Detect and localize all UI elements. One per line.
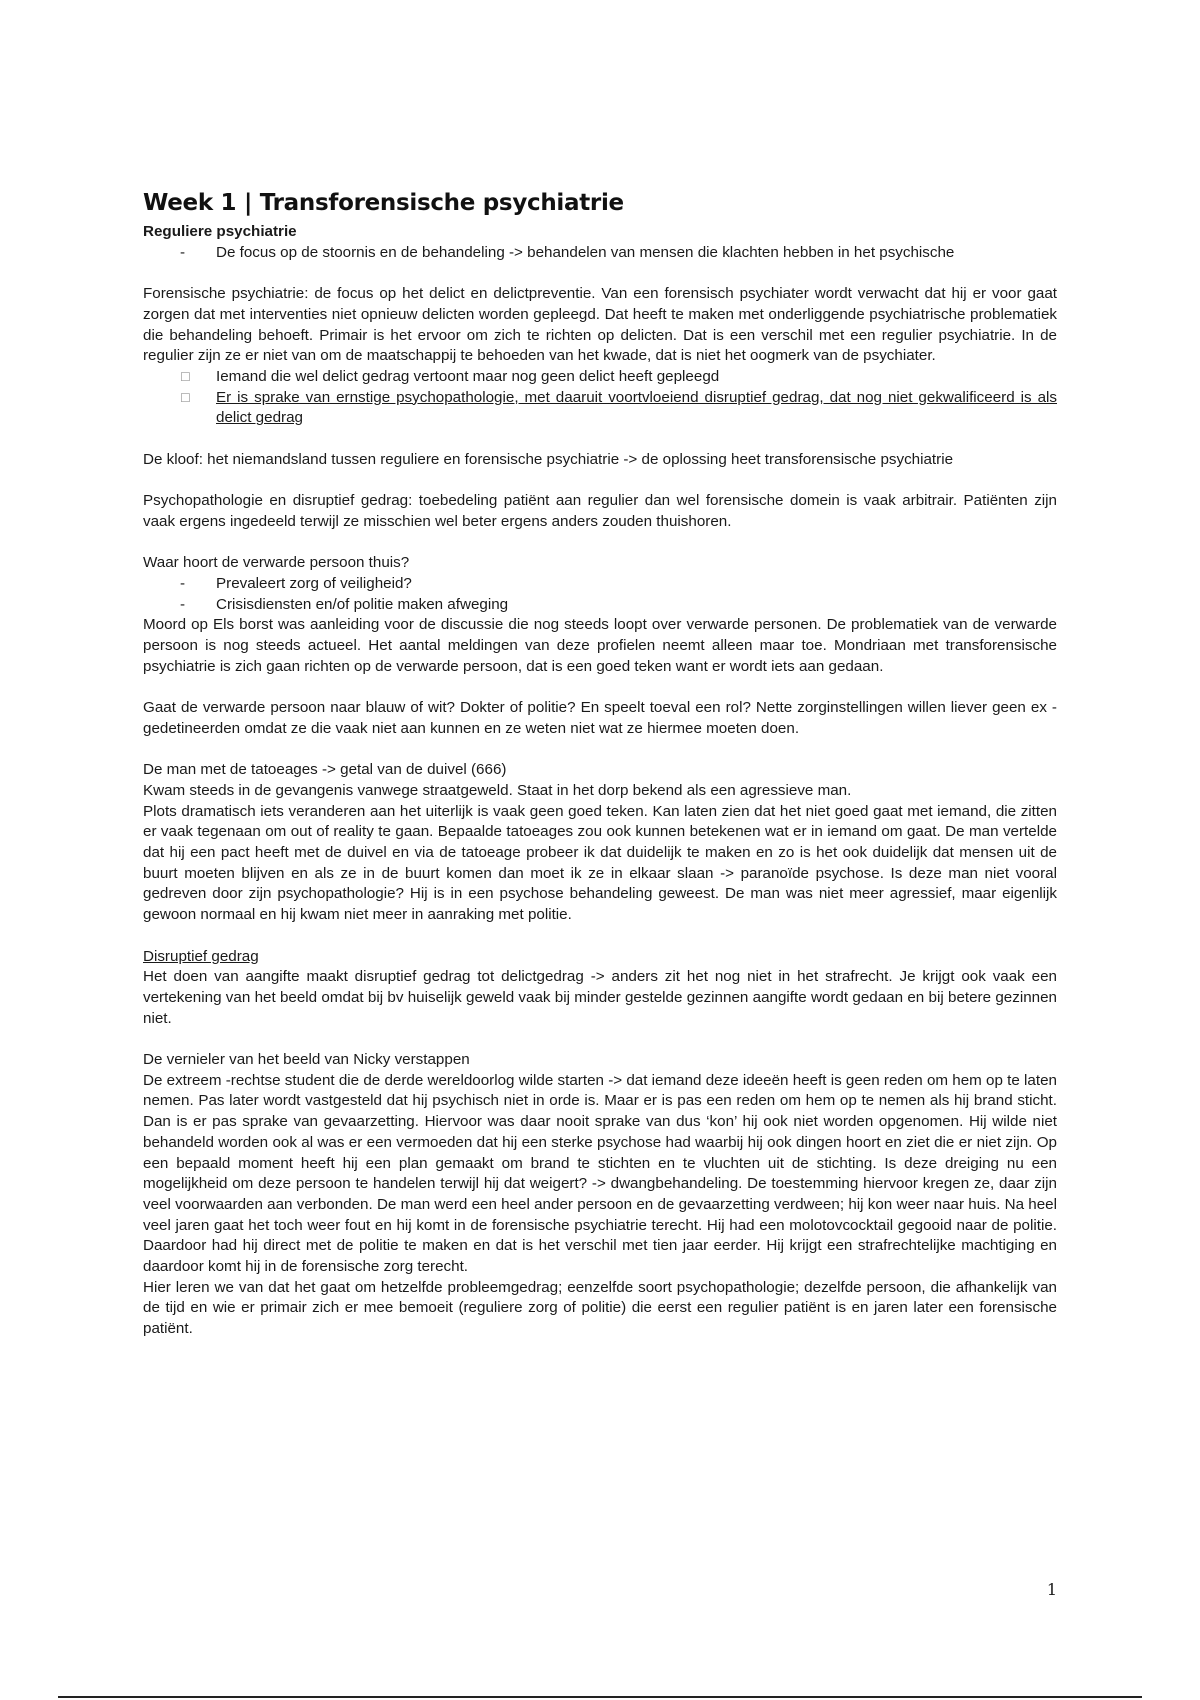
dash-list <box>143 574 1057 615</box>
list-item: - De focus op de stoornis en de behandeling -> behandelen van mensen die klachten hebben in het psychische <box>143 243 1057 264</box>
page-number: 1 <box>1046 1580 1057 1599</box>
document-page <box>143 190 1057 1340</box>
page-title: Week 1 | Transforensische psychiatrie <box>143 190 624 216</box>
dash-bullet-icon: - <box>180 574 186 592</box>
paragraph-psychopathologie: Psychopathologie en disruptief gedrag: toebedeling patiënt aan regulier dan wel forensische domein is vaak arbitrair. Patiënten zijn vaak ergens ingedeeld terwijl ze misschien wel beter ergens anders zouden thuishoren. <box>143 492 1057 530</box>
list-item: - Crisisdiensten en/of politie maken afweging <box>143 595 1057 616</box>
paragraph-vernieler: De extreem -rechtse student die de derde wereldoorlog wilde starten -> dat iemand deze ideeën heeft is geen reden om hem op te laten nemen. Pas later wordt vastgesteld dat hij psychisch niet in orde is. Maar er is pas een reden om hem op te nemen als hij brand sticht. Dan is er pas sprake van gevaarzetting. Hiervoor was daar nooit sprake van dus ‘kon’ hij ook niet worden opgenomen. Hij wilde niet behandeld worden ook al was er een vermoeden dat hij een sterke psychose had waarbij hij ook dingen hoort en ziet die er niet zijn. Op een bepaald moment heeft hij een plan gemaakt om brand te stichten en te vluchten uit de stichting. Is deze dreiging nu een mogelijkheid om deze persoon te handelen terwijl hij dat weigert? -> dwangbehandeling. De toestemming hiervoor kregen ze, daar zijn veel voorwaarden aan verbonden. De man werd een heel ander persoon en de gevaarzetting verdween; hij kon weer naar huis. Na heel veel jaren gaat het toch weer fout en hij komt in de forensische psychiatrie terecht. Hij had een molotovcocktail gegooid naar de politie. Daardoor had hij direct met de politie te maken en dat is het verschil met tien jaar eerder. Hij krijgt een strafrechtelijke machtiging en daardoor komt hij in de forensische zorg terecht. <box>143 1071 1057 1276</box>
paragraph-disruptief: Het doen van aangifte maakt disruptief gedrag tot delictgedrag -> anders zit het nog niet in het strafrecht. Je krijgt ook vaak een vertekening van het beeld omdat bij bv huiselijk geweld vaak bij minder gestelde gezinnen aangifte wordt gedaan en bij betere gezinnen niet. <box>143 968 1057 1027</box>
case-intro-line: Kwam steeds in de gevangenis vanwege straatgeweld. Staat in het dorp bekend als een agressieve man. <box>143 781 852 799</box>
list-item: ☐ Er is sprake van ernstige psychopathologie, met daaruit voortvloeiend disruptief gedrag, dat nog niet gekwalificeerd is als delict gedrag <box>180 388 1057 427</box>
dash-bullet-icon: - <box>180 243 186 261</box>
question-line: Waar hoort de verwarde persoon thuis? <box>143 554 410 572</box>
paragraph-kloof: De kloof: het niemandsland tussen reguliere en forensische psychiatrie -> de oplossing heet transforensische psychiatrie <box>143 450 954 468</box>
paragraph-tatoeages: Plots dramatisch iets veranderen aan het uiterlijk is vaak geen goed teken. Kan laten zien dat het niet goed gaat met iemand, die zitten er vaak tegenaan om out of reality te gaan. Bepaalde tatoeages zou ook kunnen betekenen wat er in iemand om gaat. De man vertelde dat hij een pact heeft met de duivel en via de tatoeage probeer ik dat duidelijk te maken en zo is het ook duidelijk dat mensen uit de buurt moeten blijven en als ze in de buurt komen dan moet ik ze in elkaar slaan -> paranoïde psychose. Is deze man niet vooral gedreven door zijn psychopathologie? Hij is in een psychose behandeling geweest. De man was niet meer agressief, maar eigenlijk gewoon normaal en hij kwam niet meer in aanraking met politie. <box>143 802 1057 924</box>
dash-list <box>143 243 1057 264</box>
paragraph-conclusion: Hier leren we van dat het gaat om hetzelfde probleemgedrag; eenzelfde soort psychopathologie; dezelfde persoon, die afhankelijk van de tijd en wie er primair zich er mee bemoeit (reguliere zorg of politie) die eerst een regulier patiënt is en jaren later een forensische patiënt. <box>143 1278 1057 1338</box>
case-heading-vernieler: De vernieler van het beeld van Nicky verstappen <box>143 1051 470 1068</box>
case-heading-tatoeages: De man met de tatoeages -> getal van de duivel (666) <box>143 761 507 779</box>
checkbox-list <box>143 367 1057 429</box>
list-item: - Prevaleert zorg of veiligheid? <box>143 574 1057 595</box>
section-heading-reguliere: Reguliere psychiatrie <box>143 223 297 240</box>
empty-box-icon: ☐ <box>180 369 191 384</box>
paragraph-forensisch: Forensische psychiatrie: de focus op het delict en delictpreventie. Van een forensisch psychiater wordt verwacht dat hij er voor gaat zorgen dat met interventies niet opnieuw delicten worden gepleegd. Dat heeft te maken met onderliggende psychiatrische problematiek die behandeling behoeft. Primair is het ervoor om zich te richten op delicten. Dat is een verschil met een regulier psychiatrie. In de regulier zijn ze er niet van om de maatschappij te behoeden van het kwade, dat is niet het oogmerk van de psychiater. <box>143 285 1057 365</box>
empty-box-icon: ☐ <box>180 390 191 405</box>
section-heading-disruptief: Disruptief gedrag <box>143 947 259 965</box>
list-item: ☐ Iemand die wel delict gedrag vertoont maar nog geen delict heeft gepleegd <box>143 367 1057 388</box>
dash-bullet-icon: - <box>180 595 186 613</box>
footer-divider <box>58 1696 1142 1698</box>
paragraph-els-borst: Moord op Els borst was aanleiding voor de discussie die nog steeds loopt over verwarde personen. De problematiek van de verwarde persoon is nog steeds actueel. Het aantal meldingen van deze profielen neemt alleen maar toe. Mondriaan met transforensische psychiatrie is zich gaan richten op de verwarde persoon, dat is een goed teken want er wordt iets aan gedaan. <box>143 616 1057 675</box>
paragraph-blauw-wit: Gaat de verwarde persoon naar blauw of wit? Dokter of politie? En speelt toeval een rol? Nette zorginstellingen willen liever geen ex -gedetineerden omdat ze die vaak niet aan kunnen en ze weten niet wat ze hiermee moeten doen. <box>143 699 1057 737</box>
